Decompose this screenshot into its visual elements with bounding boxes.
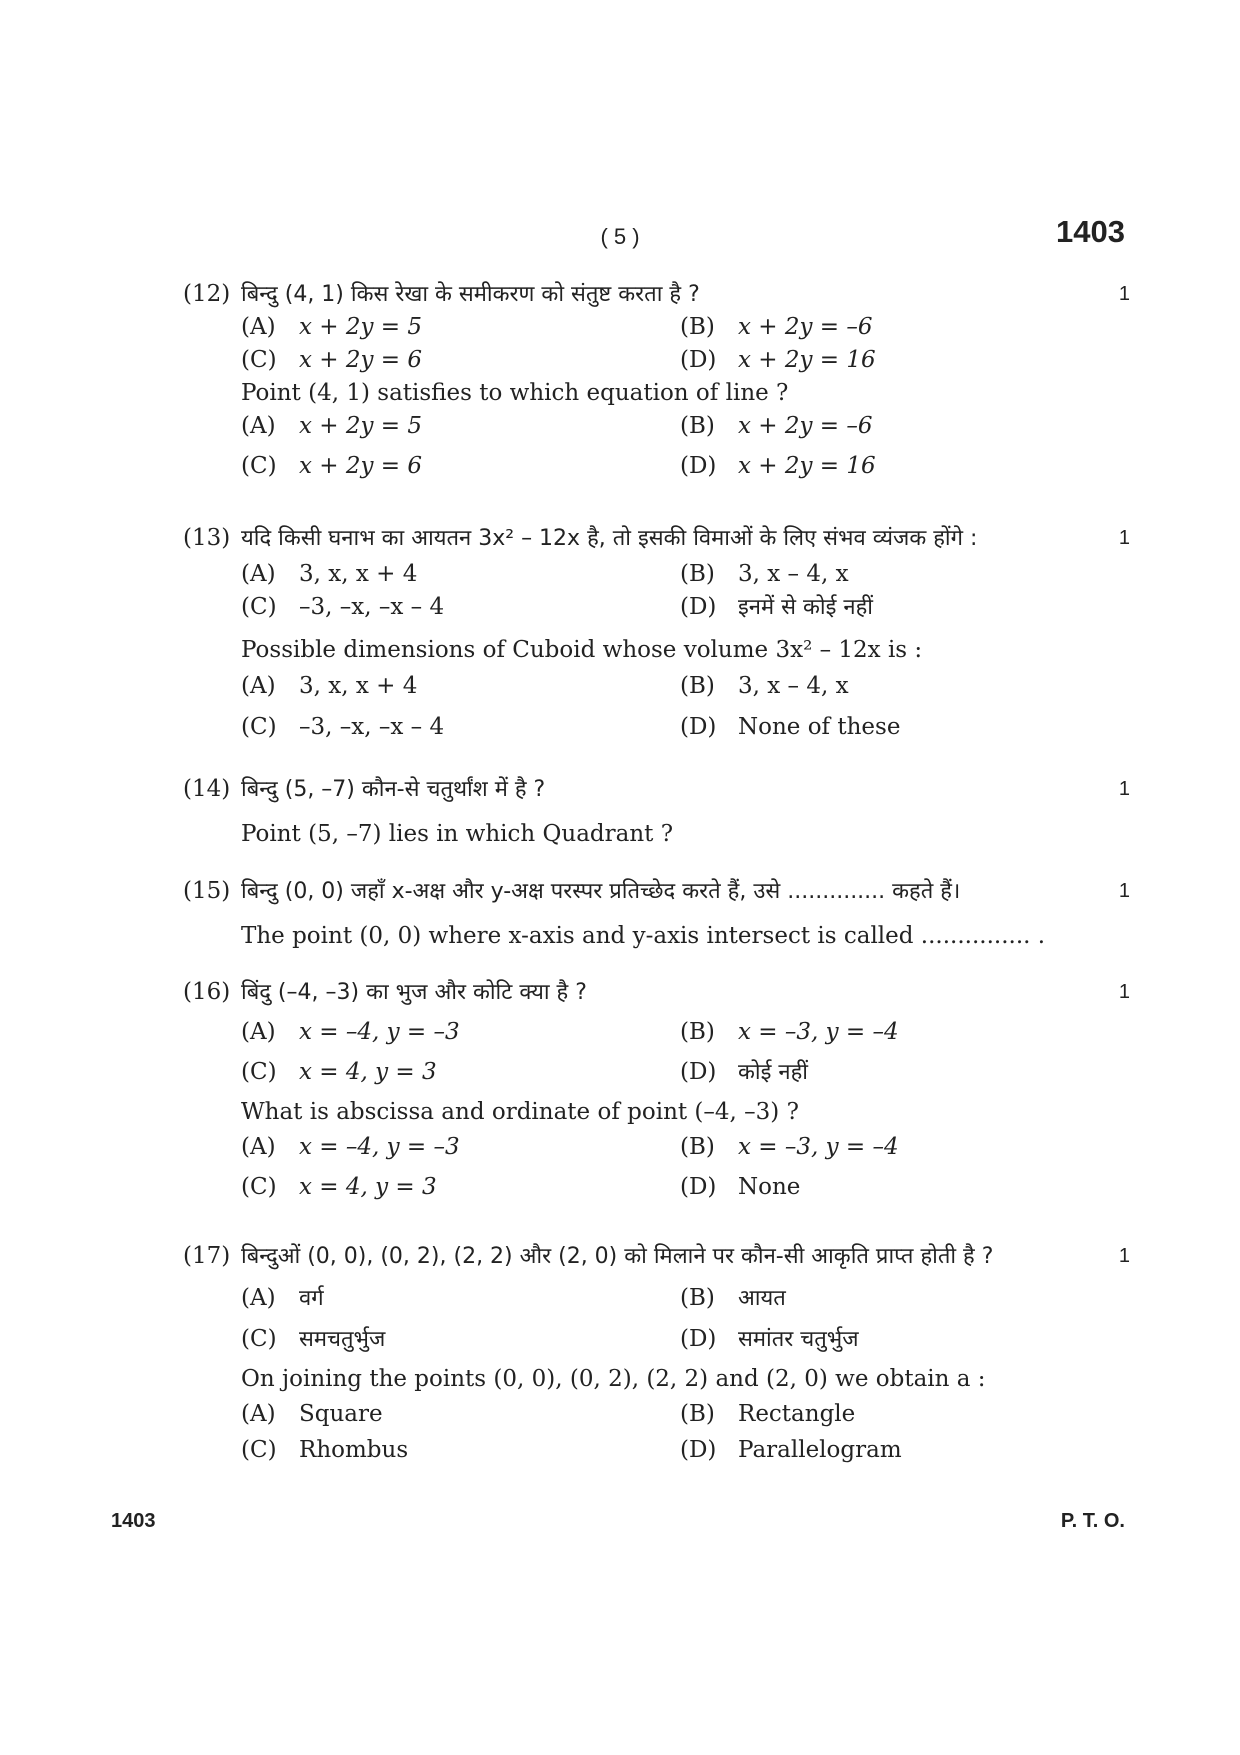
question-number: (17) [183,1243,231,1269]
question-15 [183,875,1143,953]
option-d-hindi: (D) कोई नहीं [680,1059,808,1085]
question-12 [183,278,1143,483]
question-number: (13) [183,525,231,551]
question-17 [183,1240,1143,1467]
paper-code-footer: 1403 [111,1510,156,1532]
question-text-hindi: बिन्दुओं (0, 0), (0, 2), (2, 2) और (2, 0) को मिलाने पर कौन-सी आकृति प्राप्त होती है ? [241,1244,994,1269]
option-c-hindi: (C) x + 2y = 6 [241,347,423,373]
option-c-english: (C) –3, –x, –x – 4 [241,714,445,740]
question-number: (12) [183,281,231,307]
question-text-hindi: बिन्दु (5, –7) कौन-से चतुर्थांश में है ? [241,777,546,802]
question-text-hindi: बिन्दु (0, 0) जहाँ x-अक्ष और y-अक्ष परस्पर प्रतिच्छेद करते हैं, उसे .............. कहते हैं। [241,879,961,904]
option-d-english: (D) x + 2y = 16 [680,453,876,479]
option-c-hindi: (C) समचतुर्भुज [241,1326,386,1352]
option-d-english: (D) None [680,1174,801,1200]
option-b-english: (B) Rectangle [680,1401,856,1427]
option-b-hindi: (B) x = –3, y = –4 [680,1019,899,1045]
option-c-english: (C) x + 2y = 6 [241,453,423,479]
option-a-hindi: (A) x = –4, y = –3 [241,1019,460,1045]
option-a-english: (A) x = –4, y = –3 [241,1134,460,1160]
question-text-english: Possible dimensions of Cuboid whose volume 3x² – 12x is : [241,637,923,663]
marks: 1 [1118,981,1130,1003]
option-a-english: (A) x + 2y = 5 [241,413,423,439]
please-turn-over: P. T. O. [1060,1510,1125,1532]
question-text-english: What is abscissa and ordinate of point (–4, –3) ? [241,1099,799,1125]
option-d-hindi: (D) इनमें से कोई नहीं [680,594,874,620]
option-d-english: (D) Parallelogram [680,1437,902,1463]
option-b-hindi: (B) 3, x – 4, x [680,561,849,587]
question-text-english: On joining the points (0, 0), (0, 2), (2, 2) and (2, 0) we obtain a : [241,1366,986,1392]
question-text-hindi: बिन्दु (4, 1) किस रेखा के समीकरण को संतुष्ट करता है ? [241,282,700,307]
question-16 [183,976,1143,1204]
option-b-hindi: (B) आयत [680,1285,786,1311]
option-d-hindi: (D) x + 2y = 16 [680,347,876,373]
option-d-english: (D) None of these [680,714,901,740]
question-text-hindi: यदि किसी घनाभ का आयतन 3x² – 12x है, तो इसकी विमाओं के लिए संभव व्यंजक होंगे : [241,526,978,551]
option-a-english: (A) Square [241,1401,383,1427]
option-a-english: (A) 3, x, x + 4 [241,673,418,699]
question-text-english: Point (4, 1) satisfies to which equation of line ? [241,380,789,406]
option-c-english: (C) x = 4, y = 3 [241,1174,437,1200]
question-number: (16) [183,979,231,1005]
question-14 [183,773,1143,851]
question-text-english: Point (5, –7) lies in which Quadrant ? [241,821,674,847]
option-a-hindi: (A) 3, x, x + 4 [241,561,418,587]
question-number: (14) [183,776,231,802]
question-text-hindi: बिंदु (–4, –3) का भुज और कोटि क्या है ? [241,980,587,1005]
option-b-hindi: (B) x + 2y = –6 [680,314,873,340]
marks: 1 [1118,1245,1130,1267]
option-d-hindi: (D) समांतर चतुर्भुज [680,1326,859,1352]
option-b-english: (B) 3, x – 4, x [680,673,849,699]
question-text-english: The point (0, 0) where x-axis and y-axis intersect is called ............... . [241,923,1046,949]
option-c-english: (C) Rhombus [241,1437,409,1463]
question-13 [183,522,1143,744]
marks: 1 [1118,778,1130,800]
marks: 1 [1118,527,1130,549]
marks: 1 [1118,283,1130,305]
page-number: ( 5 ) [600,224,640,249]
option-c-hindi: (C) x = 4, y = 3 [241,1059,437,1085]
option-a-hindi: (A) वर्ग [241,1285,324,1311]
question-number: (15) [183,878,231,904]
option-a-hindi: (A) x + 2y = 5 [241,314,423,340]
option-b-english: (B) x = –3, y = –4 [680,1134,899,1160]
option-b-english: (B) x + 2y = –6 [680,413,873,439]
paper-code-header: 1403 [1056,214,1125,249]
marks: 1 [1118,880,1130,902]
option-c-hindi: (C) –3, –x, –x – 4 [241,594,445,620]
